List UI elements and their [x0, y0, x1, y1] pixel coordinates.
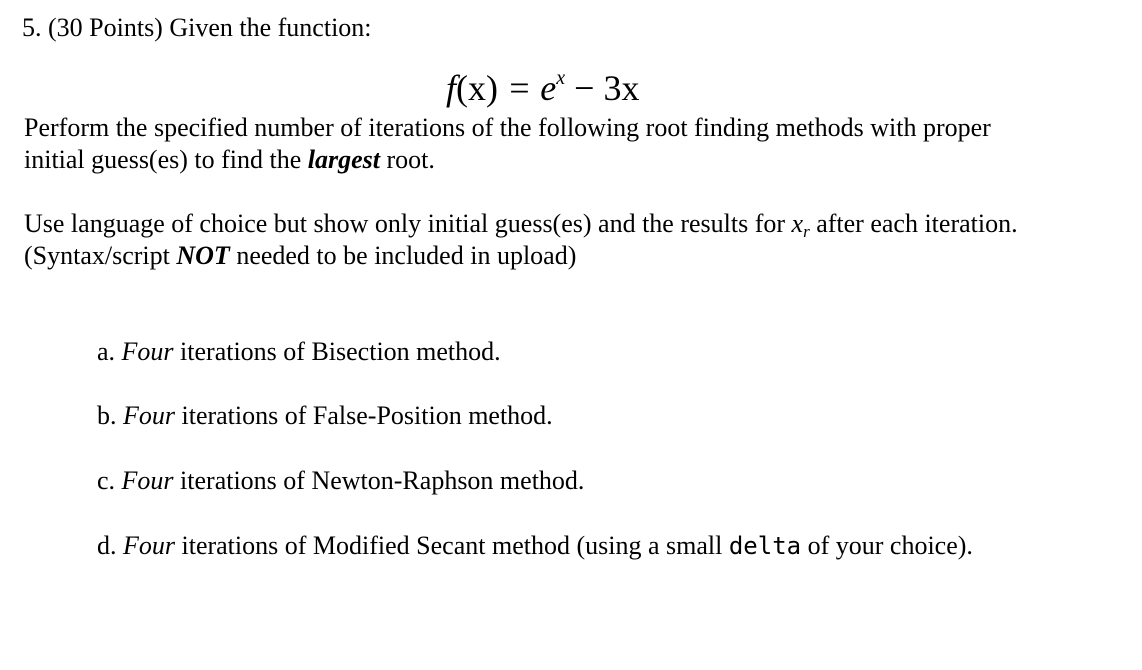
item-count: Four	[123, 531, 175, 560]
instruction-line-2	[24, 144, 435, 176]
language-note-before: Use language of choice but show only initial guess(es) and the results for	[24, 209, 792, 238]
formula-equals: = e	[498, 68, 557, 108]
delta-code: delta	[728, 532, 802, 560]
not-emphasis: NOT	[176, 241, 230, 270]
list-item	[97, 530, 973, 562]
variable-x: x	[791, 209, 804, 238]
item-count: Four	[123, 401, 175, 430]
instruction-line-2-before: initial guess(es) to find the	[24, 145, 308, 174]
item-label: b.	[97, 401, 123, 430]
largest-emphasis: largest	[307, 145, 381, 174]
function-formula	[446, 56, 639, 110]
item-label: a.	[97, 337, 122, 366]
syntax-note-before: (Syntax/script	[24, 241, 177, 270]
variable-subscript: r	[803, 222, 810, 241]
item-label: d.	[97, 531, 123, 560]
item-count: Four	[121, 466, 174, 495]
formula-exponent: x	[556, 67, 566, 89]
syntax-note-after: needed to be included in upload)	[229, 241, 577, 270]
item-label: c.	[97, 466, 122, 495]
language-note-after: after each iteration.	[809, 209, 1018, 238]
formula-f: f	[446, 68, 457, 108]
list-item	[97, 400, 553, 432]
item-text: iterations of False-Position method.	[175, 401, 553, 430]
formula-paren: (x)	[456, 68, 498, 108]
language-note-line-2	[24, 240, 576, 272]
list-item	[97, 465, 584, 497]
instruction-line-1: Perform the specified number of iterations of the following root finding methods with proper	[24, 113, 991, 142]
item-text: iterations of Newton-Raphson method.	[173, 466, 585, 495]
item-text: iterations of Bisection method.	[173, 337, 501, 366]
formula-rest: − 3x	[565, 68, 640, 108]
item-text-after: of your choice).	[801, 531, 973, 560]
problem-title: 5. (30 Points) Given the function:	[22, 13, 372, 42]
instruction-line-2-after: root.	[380, 145, 435, 174]
item-text: iterations of Modified Secant method (using a small	[175, 531, 729, 560]
list-item	[97, 336, 501, 368]
item-count: Four	[121, 337, 174, 366]
